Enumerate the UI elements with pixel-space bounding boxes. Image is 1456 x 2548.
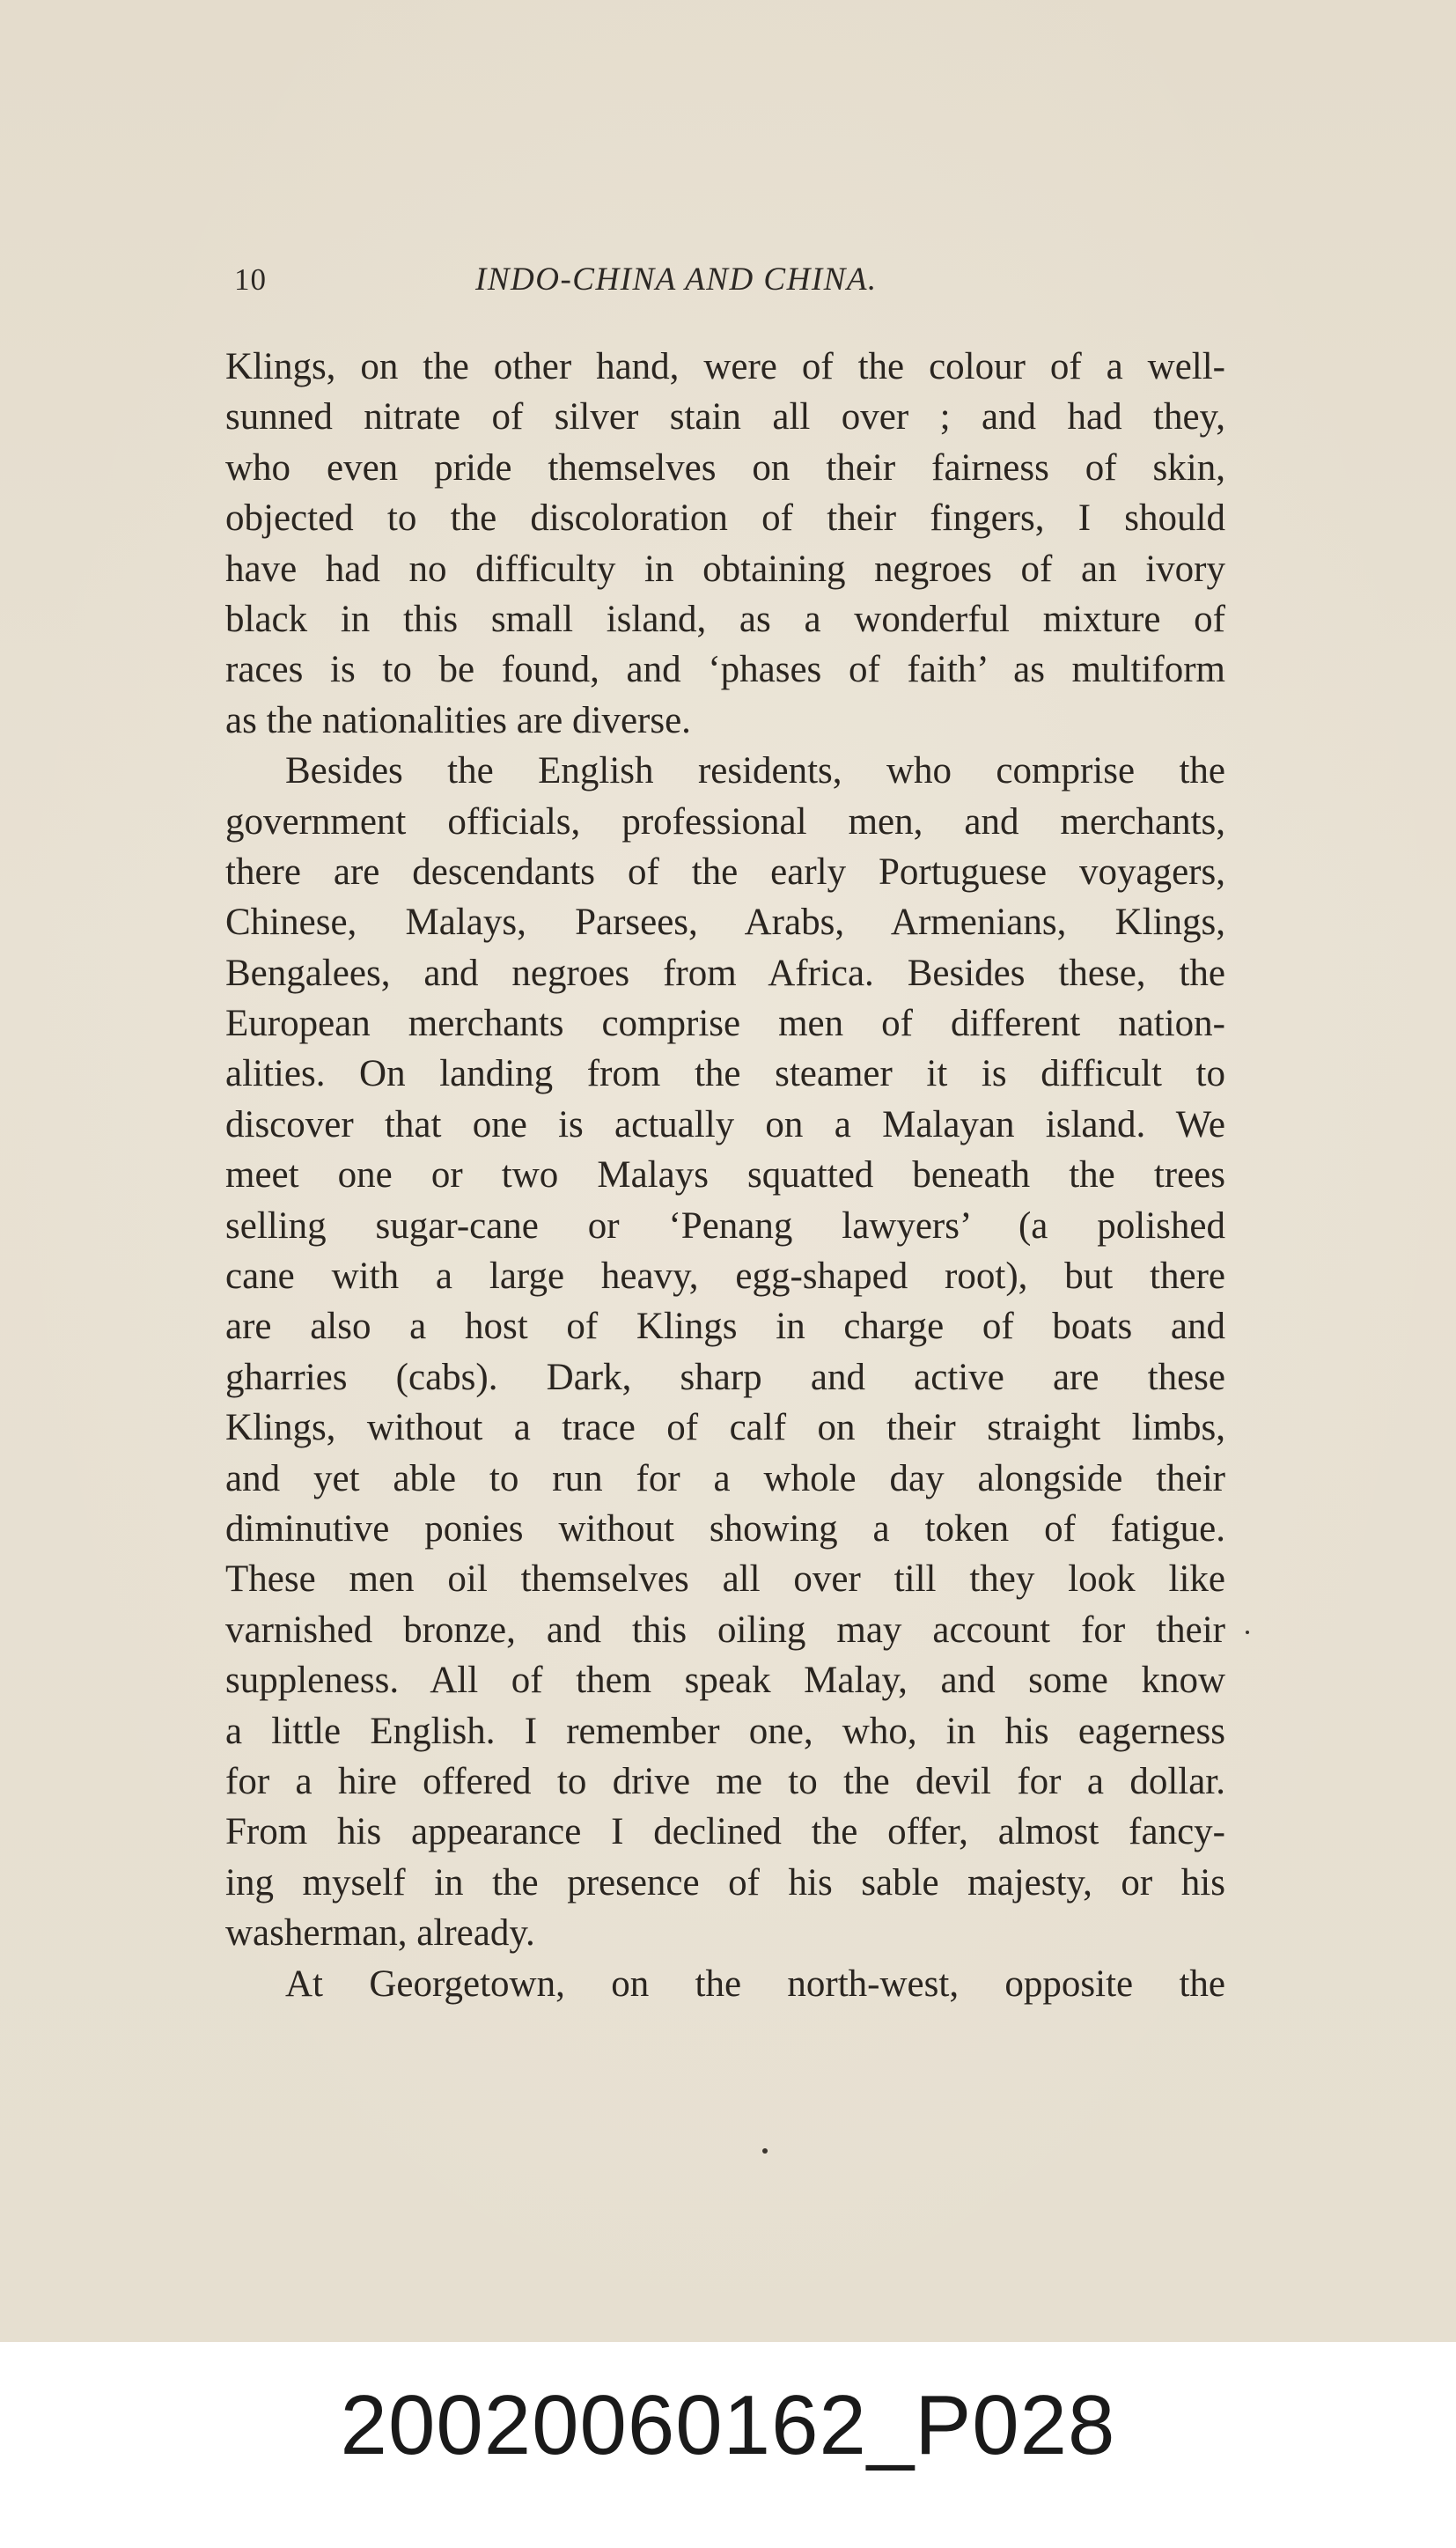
text-line: sunned nitrate of silver stain all over ; and had they, (225, 396, 1225, 438)
text-line: From his appearance I declined the offer, almost fancy- (225, 1811, 1225, 1853)
text-line: diminutive ponies without showing a token of fatigue. (225, 1507, 1225, 1550)
text-line: are also a host of Klings in charge of boats and (225, 1306, 1225, 1348)
text-line: ing myself in the presence of his sable majesty, or his (225, 1861, 1225, 1904)
text-line: Bengalees, and negroes from Africa. Besides these, the (225, 952, 1225, 994)
text-line: Chinese, Malays, Parsees, Arabs, Armenians, Klings, (225, 902, 1225, 944)
catalog-id-label: 20020060162_P028 (340, 2378, 1116, 2472)
text-line: At Georgetown, on the north-west, opposite the (285, 1963, 1225, 2005)
text-line: These men oil themselves all over till they look like (225, 1558, 1225, 1601)
text-line: and yet able to run for a whole day alongside their (225, 1457, 1225, 1499)
body-text (225, 342, 1225, 2009)
text-line: Klings, without a trace of calf on their straight limbs, (225, 1407, 1225, 1449)
text-line: a little English. I remember one, who, in his eagerness (225, 1710, 1225, 1752)
text-line: black in this small island, as a wonderful mixture of (225, 598, 1225, 640)
text-line: cane with a large heavy, egg-shaped root), but there (225, 1256, 1225, 1298)
text-line: varnished bronze, and this oiling may account for their (225, 1609, 1225, 1651)
text-line: discover that one is actually on a Malayan island. We (225, 1103, 1225, 1145)
text-line: there are descendants of the early Portuguese voyagers, (225, 851, 1225, 893)
text-line: races is to be found, and ‘phases of faith’ as multiform (225, 649, 1225, 691)
text-line: alities. On landing from the steamer it is difficult to (225, 1053, 1225, 1095)
text-line: washerman, already. (225, 1912, 535, 1955)
page-number: 10 (234, 262, 267, 297)
text-line: meet one or two Malays squatted beneath the trees (225, 1154, 1225, 1197)
text-line: for a hire offered to drive me to the devil for a dollar. (225, 1760, 1225, 1802)
paper-speck (762, 2148, 768, 2154)
text-line: European merchants comprise men of different nation- (225, 1003, 1225, 1045)
text-line: gharries (cabs). Dark, sharp and active are these (225, 1356, 1225, 1398)
text-line: who even pride themselves on their fairness of skin, (225, 446, 1225, 489)
text-line: government officials, professional men, and merchants, (225, 800, 1225, 843)
text-line: as the nationalities are diverse. (225, 699, 691, 741)
paper-speck (1246, 1631, 1249, 1634)
text-line: Klings, on the other hand, were of the colour of a well- (225, 346, 1225, 387)
text-line: objected to the discoloration of their fingers, I should (225, 497, 1225, 540)
text-line: suppleness. All of them speak Malay, and some know (225, 1660, 1225, 1702)
text-line: have had no difficulty in obtaining negroes of an ivory (225, 548, 1225, 590)
text-line: selling sugar-cane or ‘Penang lawyers’ (a polished (225, 1204, 1225, 1247)
text-line: Besides the English residents, who comprise the (285, 750, 1225, 792)
running-title: INDO-CHINA AND CHINA. (475, 261, 878, 298)
